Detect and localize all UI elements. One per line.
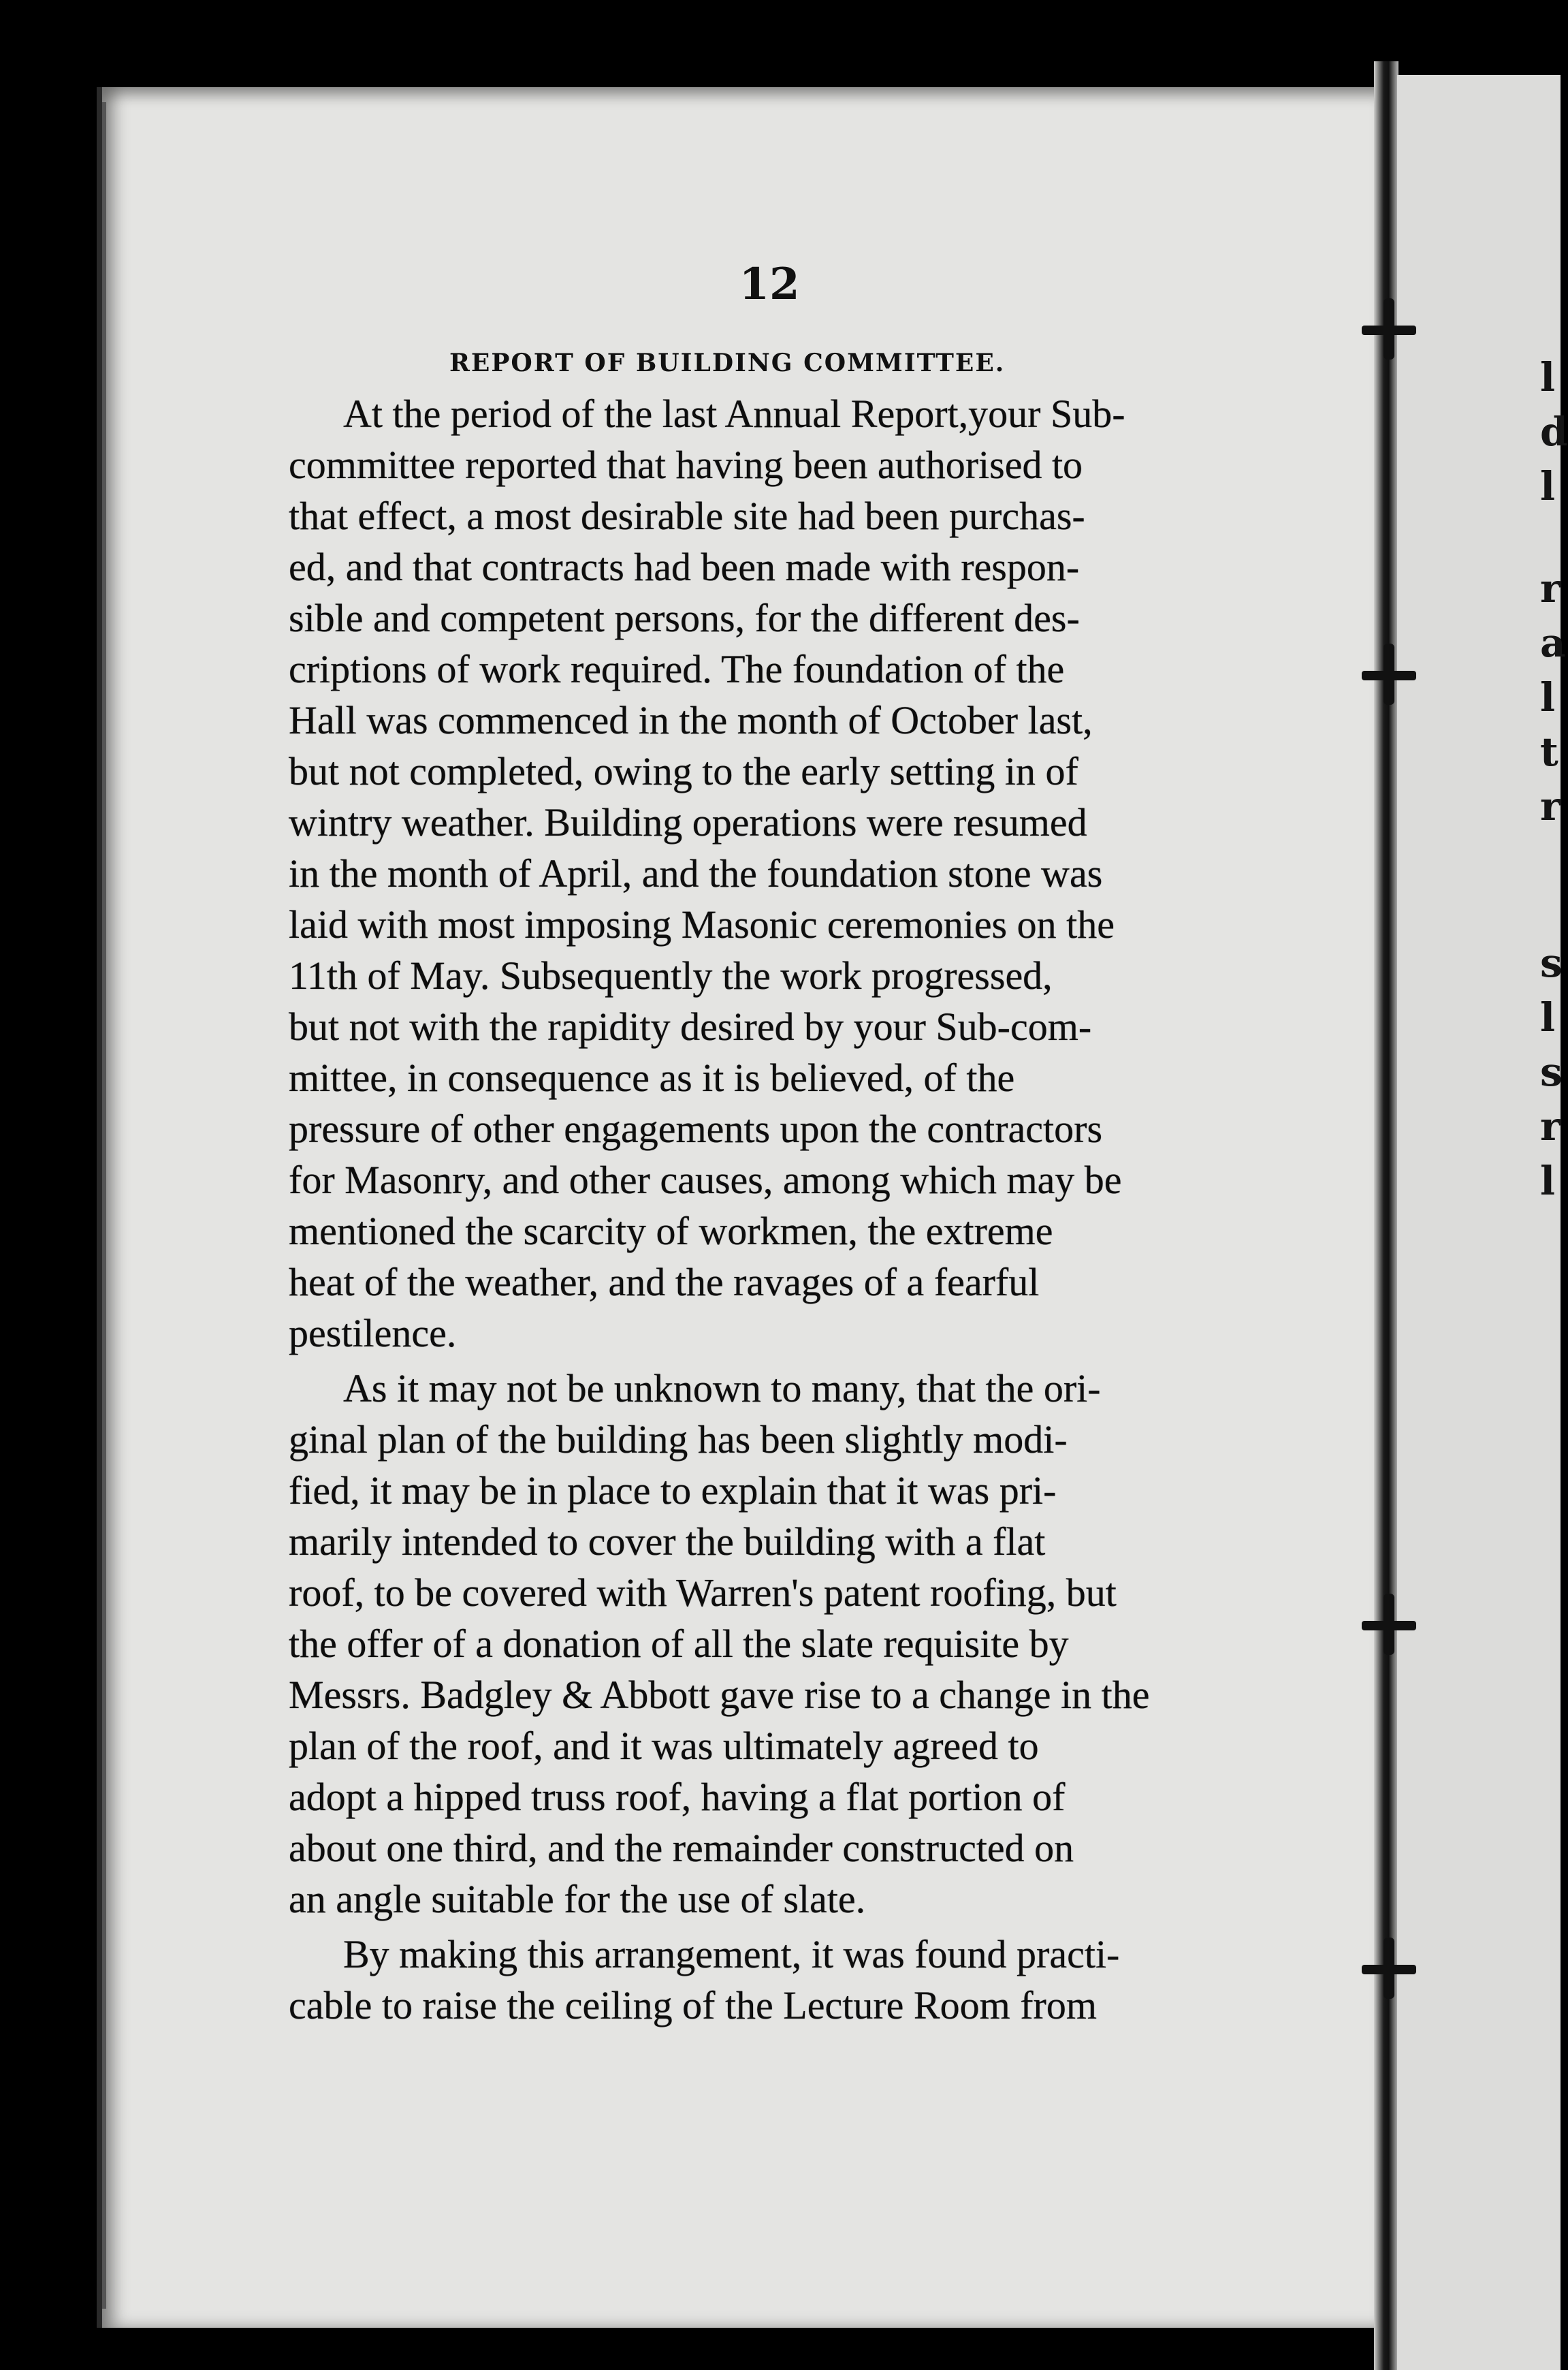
book-gutter (1374, 61, 1398, 2370)
text-line: laid with most imposing Masonic ceremonies on the (289, 902, 1115, 947)
facing-page-glyph: a (1540, 620, 1566, 666)
right-page-fragment (1397, 75, 1561, 2370)
facing-page-glyph: s (1540, 1049, 1563, 1095)
text-line: pestilence. (289, 1311, 457, 1355)
page-number: 12 (739, 259, 800, 310)
facing-page-glyph: l (1540, 1158, 1556, 1204)
text-line: that effect, a most desirable site had been purchas- (289, 494, 1085, 538)
text-line: criptions of work required. The foundation of the (289, 647, 1065, 691)
paragraph (289, 1363, 1283, 1925)
text-line: but not with the rapidity desired by your Sub-com- (289, 1005, 1092, 1049)
text-line: fied, it may be in place to explain that it was pri- (289, 1468, 1057, 1513)
facing-page-glyph: r (1540, 565, 1561, 612)
facing-page-glyph: r (1540, 783, 1561, 830)
paragraph (289, 1929, 1283, 2031)
binding-stitch (1362, 326, 1416, 335)
text-line: the offer of a donation of all the slate requisite by (289, 1622, 1069, 1666)
body-text (289, 388, 1283, 2035)
facing-page-glyph: l (1540, 674, 1556, 721)
text-line: committee reported that having been authorised to (289, 443, 1083, 487)
text-line: pressure of other engagements upon the contractors (289, 1107, 1103, 1151)
text-line: sible and competent persons, for the different des- (289, 596, 1080, 640)
text-line: adopt a hipped truss roof, having a flat portion of (289, 1775, 1066, 1819)
text-line: for Masonry, and other causes, among which may be (289, 1158, 1122, 1202)
paragraph (289, 388, 1283, 1359)
section-heading: REPORT OF BUILDING COMMITTEE. (449, 349, 1006, 377)
text-line: Messrs. Badgley & Abbott gave rise to a change in the (289, 1673, 1150, 1717)
text-line: 11th of May. Subsequently the work progressed, (289, 953, 1053, 998)
binding-stitch (1362, 671, 1416, 680)
facing-page-glyph: t (1540, 729, 1558, 775)
text-line: wintry weather. Building operations were resumed (289, 800, 1087, 844)
text-line: marily intended to cover the building with a flat (289, 1519, 1046, 1564)
text-line: As it may not be unknown to many, that the ori- (343, 1366, 1101, 1410)
facing-page-glyph: s (1540, 940, 1563, 986)
text-line: roof, to be covered with Warren's patent roofing, but (289, 1570, 1117, 1615)
text-line: about one third, and the remainder constructed on (289, 1826, 1074, 1870)
text-line: mittee, in consequence as it is believed, of the (289, 1056, 1015, 1100)
binding-stitch (1362, 1621, 1416, 1630)
binding-stitch (1362, 1965, 1416, 1974)
facing-page-glyph: l (1540, 994, 1556, 1041)
text-line: cable to raise the ceiling of the Lecture Room from (289, 1983, 1097, 2027)
text-line: By making this arrangement, it was found practi- (343, 1932, 1120, 1976)
facing-page-glyph: d (1540, 409, 1568, 455)
text-line: Hall was commenced in the month of October last, (289, 698, 1093, 742)
text-line: At the period of the last Annual Report,your Sub- (343, 392, 1125, 436)
text-line: ed, and that contracts had been made with respon- (289, 545, 1080, 589)
facing-page-glyph: r (1540, 1103, 1561, 1150)
text-line: ginal plan of the building has been slightly modi- (289, 1417, 1068, 1462)
text-line: heat of the weather, and the ravages of a fearful (289, 1260, 1040, 1304)
text-line: mentioned the scarcity of workmen, the extreme (289, 1209, 1053, 1253)
page-edge-shadow (102, 102, 106, 2309)
facing-page-glyph: l (1540, 463, 1556, 509)
text-line: but not completed, owing to the early setting in of (289, 749, 1078, 793)
facing-page-glyph: l (1540, 354, 1556, 400)
text-line: an angle suitable for the use of slate. (289, 1877, 866, 1921)
text-line: in the month of April, and the foundation stone was (289, 851, 1103, 896)
text-line: plan of the roof, and it was ultimately agreed to (289, 1724, 1039, 1768)
